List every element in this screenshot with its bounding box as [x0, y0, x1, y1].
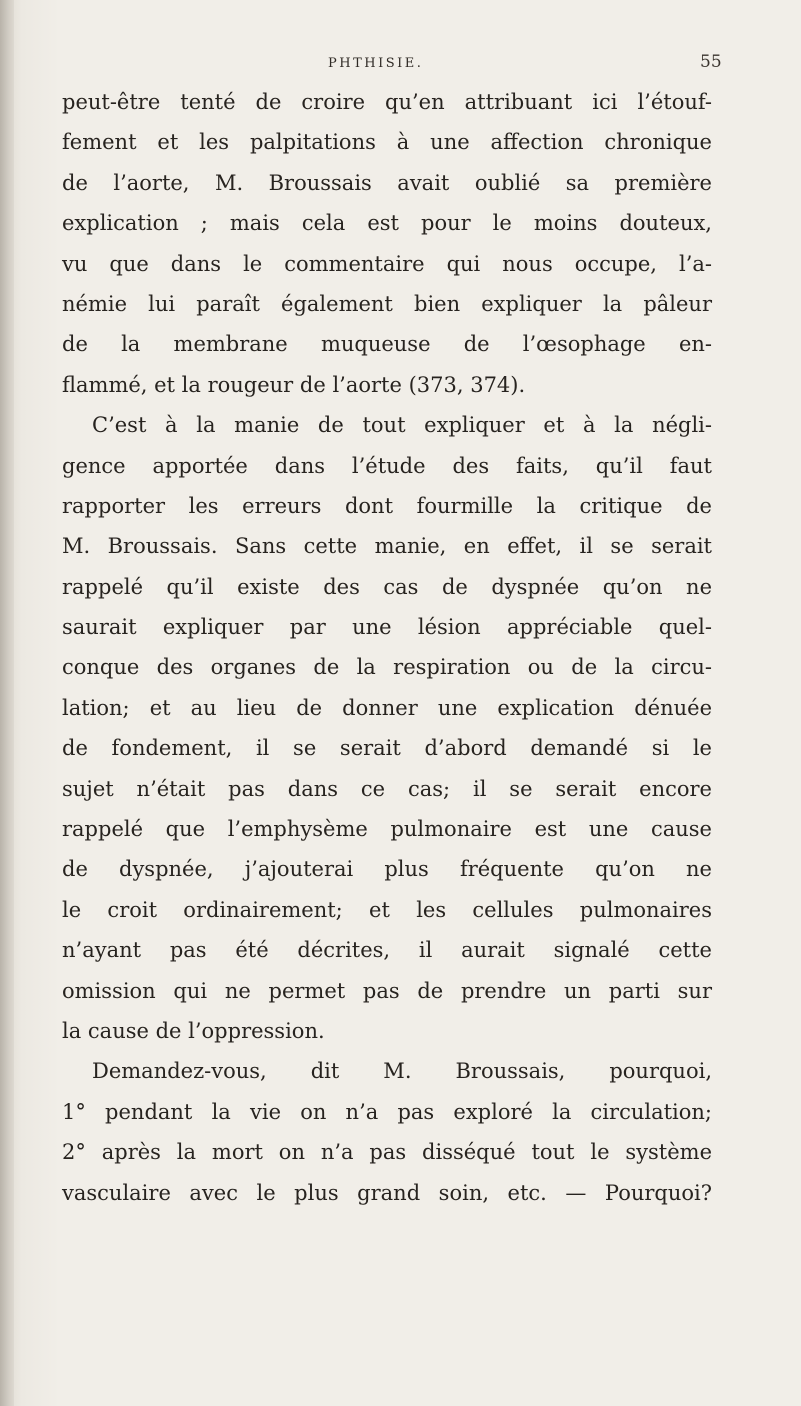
text-line: vasculaire avec le plus grand soin, etc. — Pourquoi? [62, 1180, 712, 1205]
text-line: le croit ordinairement; et les cellules pulmonaires [62, 897, 712, 922]
text-line: rapporter les erreurs dont fourmille la critique de [62, 493, 712, 518]
text-line: vu que dans le commentaire qui nous occupe, l’a- [62, 251, 712, 276]
text-line: conque des organes de la respiration ou de la circu- [62, 655, 712, 680]
text-line: n’ayant pas été décrites, il aurait signalé cette [62, 938, 712, 963]
text-line: rappelé que l’emphysème pulmonaire est une cause [62, 817, 712, 842]
text-line: saurait expliquer par une lésion appréciable quel- [62, 615, 712, 640]
text-line: C’est à la manie de tout expliquer et à la négli- [92, 413, 712, 438]
text-line: omission qui ne permet pas de prendre un parti sur [62, 978, 712, 1003]
text-line: némie lui paraît également bien expliquer la pâleur [62, 291, 712, 316]
page-number: 55 [700, 52, 722, 72]
text-line: lation; et au lieu de donner une explication dénuée [62, 695, 712, 720]
text-line: flammé, et la rougeur de l’aorte (373, 374). [62, 372, 526, 397]
text-line: M. Broussais. Sans cette manie, en effet, il se serait [62, 534, 712, 559]
body-text [62, 82, 712, 1213]
page-binding-edge [0, 0, 14, 1406]
running-head [0, 52, 801, 80]
running-title: PHTHISIE. [328, 56, 424, 71]
text-line: explication ; mais cela est pour le moins douteux, [62, 211, 712, 236]
text-line: de fondement, il se serait d’abord demandé si le [62, 736, 712, 761]
text-line: la cause de l’oppression. [62, 1018, 325, 1043]
text-line: 2° après la mort on n’a pas disséqué tout le système [62, 1140, 712, 1165]
text-line: sujet n’était pas dans ce cas; il se serait encore [62, 776, 712, 801]
text-line: gence apportée dans l’étude des faits, qu’il faut [62, 453, 712, 478]
text-line: fement et les palpitations à une affection chronique [62, 130, 712, 155]
text-line: de dyspnée, j’ajouterai plus fréquente qu’on ne [62, 857, 712, 882]
text-line: de la membrane muqueuse de l’œsophage en- [62, 332, 712, 357]
text-line: peut-être tenté de croire qu’en attribuant ici l’étouf- [62, 90, 712, 114]
text-line: Demandez-vous, dit M. Broussais, pourquoi, [92, 1059, 712, 1084]
text-line: 1° pendant la vie on n’a pas exploré la circulation; [62, 1099, 712, 1124]
text-line: rappelé qu’il existe des cas de dyspnée qu’on ne [62, 574, 712, 599]
text-line: de l’aorte, M. Broussais avait oublié sa première [62, 170, 712, 195]
